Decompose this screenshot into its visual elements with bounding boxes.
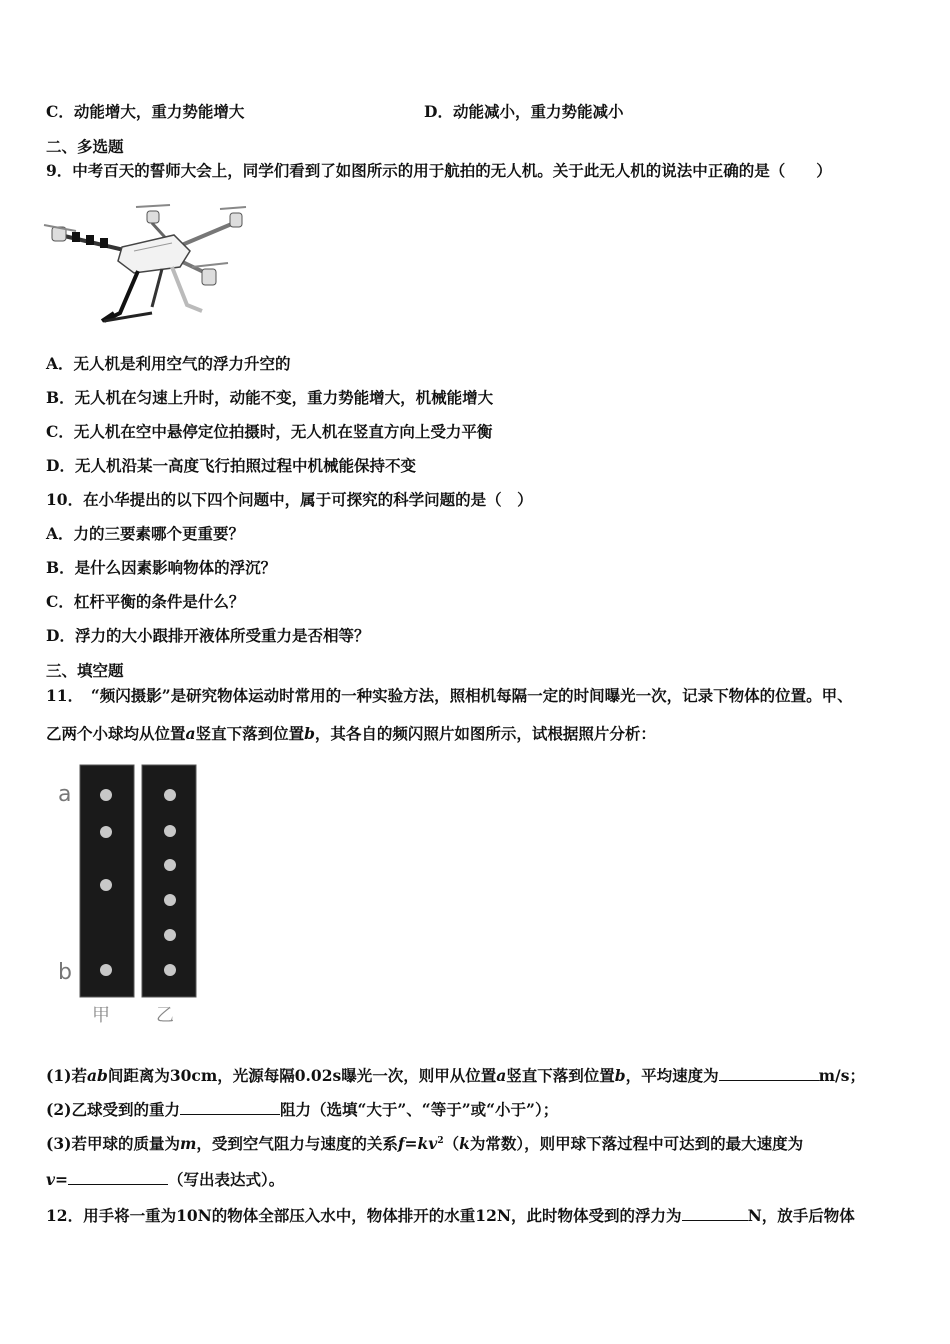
q8-option-row: [46, 102, 624, 122]
q9-option-c: C．无人机在空中悬停定位拍摄时，无人机在竖直方向上受力平衡: [46, 422, 493, 441]
q11-part1: (1)若ab间距离为30cm，光源每隔0.02s曝光一次，则甲从位置a竖直下落到位置b，平均速度为 m/s；: [46, 1066, 865, 1085]
answer-blank: [682, 1206, 748, 1221]
q11-stem-line2: 乙两个小球均从位置a竖直下落到位置b，其各自的频闪照片如图所示，试根据照片分析：: [46, 724, 656, 743]
answer-blank: [180, 1100, 280, 1115]
q10-option-a: A．力的三要素哪个更重要？: [46, 524, 245, 543]
q11-stem-line1: 11． “频闪摄影”是研究物体运动时常用的一种实验方法，照相机每隔一定的时间曝光一次，记录下物体的位置。甲、: [46, 686, 853, 705]
q8-option-d: D．动能减小，重力势能减小: [424, 102, 624, 121]
q12-stem: 12．用手将一重为10N的物体全部压入水中，物体排开的水重12N，此时物体受到的浮力为 N，放手后物体: [46, 1206, 855, 1225]
drone-figure: [42, 195, 247, 330]
q10-stem: 10．在小华提出的以下四个问题中，属于可探究的科学问题的是（ ）: [46, 490, 533, 509]
answer-blank: [68, 1170, 168, 1185]
strobe-photo-figure: [46, 757, 206, 1032]
q8-option-c: C．动能增大，重力势能增大: [46, 102, 245, 121]
fig-label-yi: 乙: [156, 1005, 174, 1026]
fig-label-a: a: [58, 782, 72, 807]
q9-stem: 9．中考百天的誓师大会上，同学们看到了如图所示的用于航拍的无人机。关于此无人机的说法中正确的是（ ）: [46, 161, 832, 180]
q10-option-d: D．浮力的大小跟排开液体所受重力是否相等？: [46, 626, 370, 645]
var-b: b: [304, 724, 315, 743]
q11-part3: (3)若甲球的质量为m，受到空气阻力与速度的关系$f=kv^2(k$为常数），则甲球下落过程中可达到的最大速度为: [46, 1134, 804, 1153]
answer-blank: [719, 1066, 819, 1081]
section-heading-fill-in: 三、填空题: [46, 661, 124, 680]
fig-label-jia: 甲: [92, 1005, 110, 1026]
var-a: a: [185, 724, 196, 743]
section-heading-multiple-choice: 二、多选题: [46, 137, 124, 156]
q9-option-a: A．无人机是利用空气的浮力升空的: [46, 354, 291, 373]
fig-label-b: b: [58, 960, 72, 985]
q9-option-b: B．无人机在匀速上升时，动能不变，重力势能增大，机械能增大: [46, 388, 494, 407]
q10-option-c: C．杠杆平衡的条件是什么？: [46, 592, 245, 611]
q10-option-b: B．是什么因素影响物体的浮沉？: [46, 558, 277, 577]
q9-option-d: D．无人机沿某一高度飞行拍照过程中机械能保持不变: [46, 456, 416, 475]
q11-part2: (2)乙球受到的重力 阻力（选填“大于”、“等于”或“小于”）；: [46, 1100, 559, 1119]
q11-part3-cont: v= （写出表达式）。: [46, 1170, 285, 1189]
